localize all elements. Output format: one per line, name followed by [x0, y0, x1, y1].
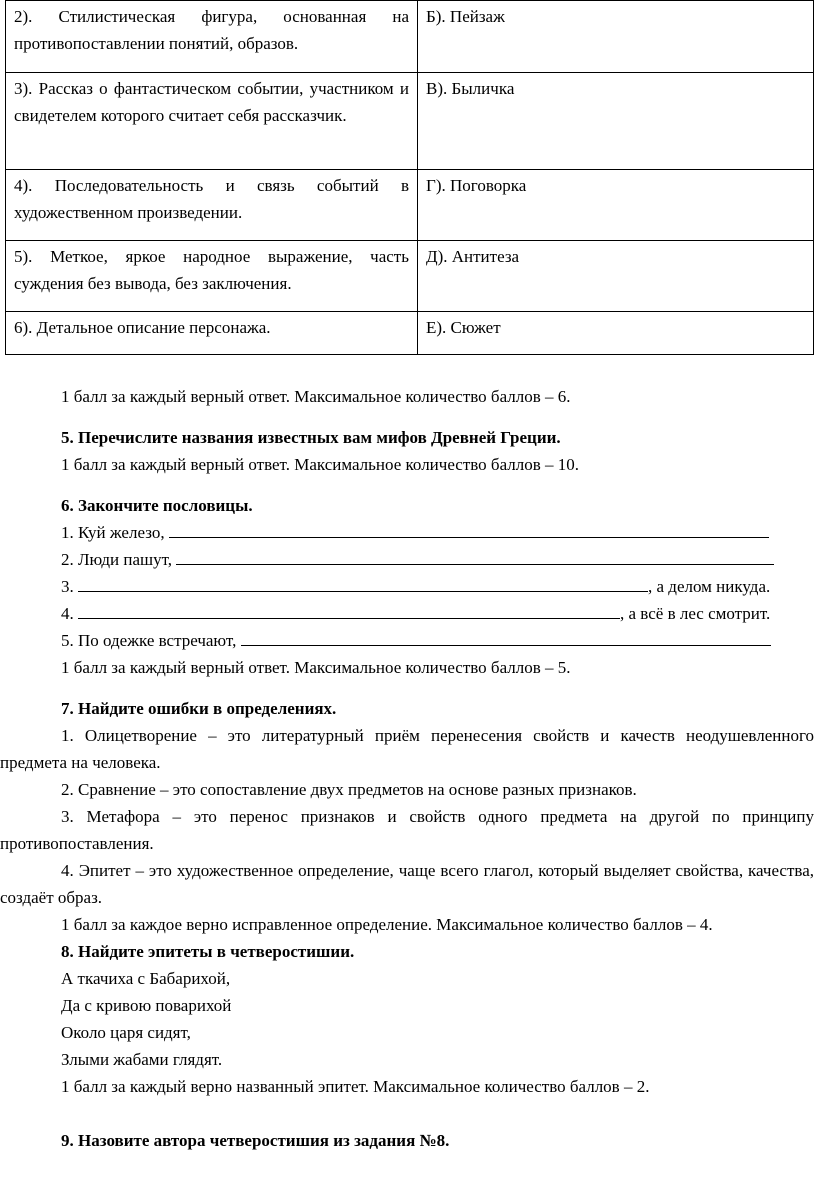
proverb-line [0, 627, 816, 654]
table-row [6, 170, 814, 241]
task-title: 9. Назовите автора четверостишия из задания №8. [61, 1131, 450, 1150]
definition-item: 2. Сравнение – это сопоставление двух предметов на основе разных признаков. [61, 780, 637, 799]
answer-blank[interactable] [78, 601, 620, 619]
proverb-start: 1. Куй железо, [61, 523, 165, 542]
poem-line: Около царя сидят, [61, 1023, 191, 1042]
definition-item: 3. Метафора – это перенос признаков и свойств одного предмета на другой по принципу противопоставления. [0, 807, 814, 853]
answer-blank[interactable] [169, 520, 769, 538]
answer-blank[interactable] [241, 628, 771, 646]
answer-cell: Б). Пейзаж [418, 1, 814, 73]
answer-blank[interactable] [176, 547, 774, 565]
poem-line: Злыми жабами глядят. [61, 1050, 223, 1069]
term-cell: 6). Детальное описание персонажа. [6, 312, 418, 355]
proverb-line [0, 546, 816, 573]
proverb-end: , а всё в лес смотрит. [620, 604, 771, 623]
table-row [6, 241, 814, 312]
proverb-num: 4. [61, 604, 74, 623]
answer-cell: Г). Поговорка [418, 170, 814, 241]
score-line: 1 балл за каждый верно названный эпитет. Максимальное количество баллов – 2. [61, 1077, 650, 1096]
answer-cell: Д). Антитеза [418, 241, 814, 312]
task-title: 8. Найдите эпитеты в четверостишии. [61, 942, 355, 961]
answer-blank[interactable] [78, 574, 648, 592]
answer-cell: Е). Сюжет [418, 312, 814, 355]
matching-table [5, 0, 814, 355]
term-cell: 3). Рассказ о фантастическом событии, участником и свидетелем которого считает себя рассказчик. [6, 73, 418, 170]
score-line: 1 балл за каждый верный ответ. Максимальное количество баллов – 5. [61, 658, 571, 677]
poem-line: А ткачиха с Бабарихой, [61, 969, 231, 988]
proverb-line [0, 600, 816, 627]
proverb-start: 5. По одежке встречают, [61, 631, 237, 650]
proverb-end: , а делом никуда. [648, 577, 771, 596]
document-body [0, 383, 816, 1154]
answer-cell: В). Быличка [418, 73, 814, 170]
term-cell: 2). Стилистическая фигура, основанная на противопоставлении понятий, образов. [6, 1, 418, 73]
task-title: 5. Перечислите названия известных вам мифов Древней Греции. [61, 428, 561, 447]
table-row [6, 312, 814, 355]
score-line: 1 балл за каждое верно исправленное определение. Максимальное количество баллов – 4. [61, 915, 713, 934]
term-cell: 4). Последовательность и связь событий в художественном произведении. [6, 170, 418, 241]
proverb-line [0, 573, 816, 600]
definition-item: 1. Олицетворение – это литературный приём перенесения свойств и качеств неодушевленного предмета на человека. [0, 726, 814, 772]
proverb-num: 3. [61, 577, 74, 596]
proverb-start: 2. Люди пашут, [61, 550, 172, 569]
term-cell: 5). Меткое, яркое народное выражение, часть суждения без вывода, без заключения. [6, 241, 418, 312]
proverb-line [0, 519, 816, 546]
task-title: 6. Закончите пословицы. [61, 496, 253, 515]
poem-line: Да с кривою поварихой [61, 996, 232, 1015]
table-row [6, 1, 814, 73]
definition-item: 4. Эпитет – это художественное определение, чаще всего глагол, который выделяет свойства, качества, создаёт образ. [0, 861, 814, 907]
score-line: 1 балл за каждый верный ответ. Максимальное количество баллов – 6. [61, 387, 571, 406]
score-line: 1 балл за каждый верный ответ. Максимальное количество баллов – 10. [61, 455, 580, 474]
task-title: 7. Найдите ошибки в определениях. [61, 699, 337, 718]
table-row [6, 73, 814, 170]
